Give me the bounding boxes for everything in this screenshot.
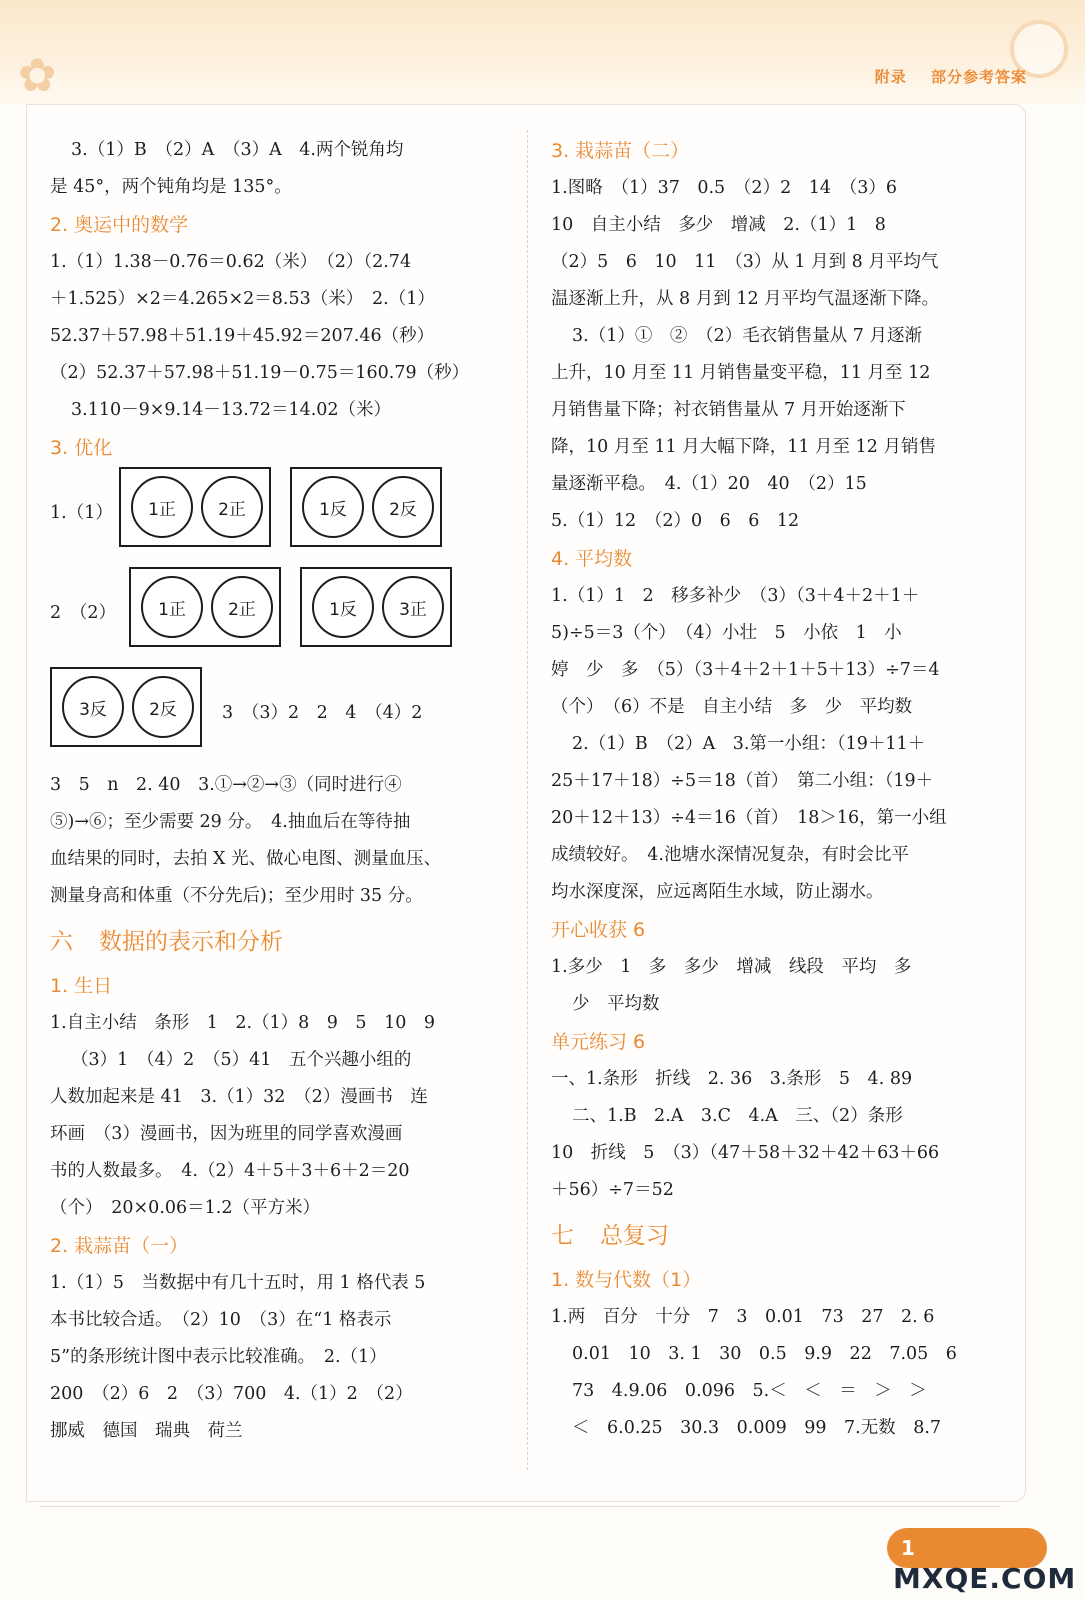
coin-icon: 3正 (382, 576, 444, 638)
text-line: ＋56）÷7＝52 (551, 1180, 674, 1200)
section-heading: 单元练习 6 (551, 1031, 646, 1053)
running-header (857, 66, 1027, 87)
section-heading: 2. 奥运中的数学 (50, 214, 189, 236)
answers-label: 部分参考答案 (930, 68, 1027, 86)
text-line: ＋1.525）×2＝4.265×2＝8.53（米） 2.（1） (50, 289, 435, 309)
chapter-number: 七 (551, 1223, 574, 1249)
text-line: （3）1 （4）2 （5）41 五个兴趣小组的 (71, 1050, 412, 1070)
text-line: 1.（1）1 2 移多补少 （3）（3＋4＋2＋1＋ (551, 586, 920, 606)
text-line: 婷 少 多 （5）（3＋4＋2＋1＋5＋13）÷7＝4 (551, 660, 940, 680)
text-line: 0.01 10 3. 1 30 0.5 9.9 22 7.05 6 (572, 1344, 957, 1364)
text-line: 20＋12＋13）÷4＝16（首） 18＞16，第一小组 (551, 808, 947, 828)
chapter-heading (50, 917, 472, 967)
pan-box (290, 467, 442, 547)
coin-icon: 2反 (132, 676, 194, 738)
flower-decoration-icon: ✿ (18, 48, 57, 102)
watermark: MXQE.COM (893, 1562, 1077, 1595)
text-line: 挪威 德国 瑞典 荷兰 (50, 1421, 243, 1441)
text-line: 1.图略 （1）37 0.5 （2）2 14 （3）6 (551, 178, 897, 198)
chapter-title: 总复习 (600, 1223, 669, 1249)
text-line: 5)÷5＝3（个） （4）小壮 5 小依 1 小 (551, 623, 902, 643)
coin-icon: 2正 (201, 476, 263, 538)
footer-divider (40, 1506, 1000, 1507)
text-line: 本书比较合适。 （2）10 （3）在“1 格表示 (50, 1310, 392, 1330)
text-line: 10 折线 5 （3）（47＋58＋32＋42＋63＋66 (551, 1143, 940, 1163)
text-line: 均水深度深，应远离陌生水域，防止溺水。 (551, 882, 884, 902)
text-line: 5”的条形统计图中表示比较准确。 2.（1） (50, 1347, 387, 1367)
diagram-label: 2 （2） (50, 603, 117, 623)
text-line: 书的人数最多。 4.（2）4＋5＋3＋6＋2＝20 (50, 1161, 410, 1181)
text-line: 3.（1）① ② （2）毛衣销售量从 7 月逐渐 (572, 326, 922, 346)
text-line: 是 45°，两个钝角均是 135°。 (50, 177, 292, 197)
coin-diagram-row-1 (50, 467, 472, 567)
text-line: 温逐渐上升，从 8 月到 12 月平均气温逐渐下降。 (551, 289, 940, 309)
chapter-heading (551, 1211, 985, 1261)
section-heading: 1. 生日 (50, 975, 113, 997)
text-line: 测量身高和体重（不分先后)；至少用时 35 分。 (50, 886, 423, 906)
page-number: 1 (901, 1536, 915, 1560)
text-line: 降，10 月至 11 月大幅下降，11 月至 12 月销售 (551, 437, 936, 457)
text-line: 10 自主小结 多少 增减 2.（1）1 8 (551, 215, 886, 235)
text-line: 成绩较好。 4.池塘水深情况复杂，有时会比平 (551, 845, 909, 865)
coin-icon: 2反 (372, 476, 434, 538)
coin-diagram-row-2 (50, 567, 472, 667)
text-line: 1.（1）5 当数据中有几十五时，用 1 格代表 5 (50, 1273, 426, 1293)
text-line: （2）5 6 10 11 （3）从 1 月到 8 月平均气 (551, 252, 939, 272)
text-line: 2.（1）B （2）A 3.第一小组：（19＋11＋ (572, 734, 926, 754)
text-line: （2）52.37＋57.98＋51.19－0.75＝160.79（秒） (50, 363, 470, 383)
coin-diagram-row-3 (50, 667, 472, 767)
pan-box (50, 667, 202, 747)
coin-icon: 1正 (131, 476, 193, 538)
section-heading: 1. 数与代数（1） (551, 1269, 702, 1291)
chapter-number: 六 (50, 929, 73, 955)
pan-box (129, 567, 281, 647)
diagram-answers: 3 （3）2 2 4 （4）2 (222, 703, 423, 723)
text-line: 环画 （3）漫画书，因为班里的同学喜欢漫画 (50, 1124, 403, 1144)
text-line: （个） 20×0.06＝1.2（平方米） (50, 1198, 320, 1218)
text-line: 量逐渐平稳。 4.（1）20 40 （2）15 (551, 474, 867, 494)
coin-icon: 3反 (62, 676, 124, 738)
section-heading: 3. 优化 (50, 437, 113, 459)
text-line: 3.（1）B （2）A （3）A 4.两个锐角均 (71, 140, 404, 160)
text-line: 1.两 百分 十分 7 3 0.01 73 27 2. 6 (551, 1307, 935, 1327)
coin-icon: 2正 (211, 576, 273, 638)
left-column (50, 132, 472, 1450)
column-divider (527, 130, 528, 1470)
right-column (551, 132, 985, 1447)
coin-icon: 1反 (302, 476, 364, 538)
text-line: 1.（1）1.38－0.76＝0.62（米） （2）（2.74 (50, 252, 412, 272)
section-heading: 4. 平均数 (551, 548, 633, 570)
text-line: 1.多少 1 多 多少 增减 线段 平均 多 (551, 957, 912, 977)
text-line: 5.（1）12 （2）0 6 6 12 (551, 511, 800, 531)
text-line: ⑤)→⑥；至少需要 29 分。 4.抽血后在等待抽 (50, 812, 411, 832)
text-line: 200 （2）6 2 （3）700 4.（1）2 （2） (50, 1384, 413, 1404)
text-line: ＜ 6.0.25 30.3 0.009 99 7.无数 8.7 (572, 1418, 942, 1438)
text-line: 3 5 n 2. 40 3.①→②→③（同时进行④ (50, 775, 402, 795)
text-line: 1.自主小结 条形 1 2.（1）8 9 5 10 9 (50, 1013, 435, 1033)
text-line: 二、1.B 2.A 3.C 4.A 三、（2）条形 (572, 1106, 903, 1126)
text-line: 月销售量下降；衬衣销售量从 7 月开始逐渐下 (551, 400, 906, 420)
section-heading: 开心收获 6 (551, 919, 646, 941)
pan-box (119, 467, 271, 547)
coin-icon: 1正 (141, 576, 203, 638)
text-line: 上升，10 月至 11 月销售量变平稳，11 月至 12 (551, 363, 931, 383)
pan-box (300, 567, 452, 647)
chapter-title: 数据的表示和分析 (99, 929, 283, 955)
text-line: （个） （6）不是 自主小结 多 少 平均数 (551, 697, 913, 717)
coin-icon: 1反 (312, 576, 374, 638)
text-line: 52.37＋57.98＋51.19＋45.92＝207.46（秒） (50, 326, 435, 346)
text-line: 一、1.条形 折线 2. 36 3.条形 5 4. 89 (551, 1069, 913, 1089)
section-heading: 2. 栽蒜苗（一） (50, 1235, 189, 1257)
text-line: 73 4.9.06 0.096 5.＜ ＜ ＝ ＞ ＞ (572, 1381, 927, 1401)
text-line: 人数加起来是 41 3.（1）32 （2）漫画书 连 (50, 1087, 428, 1107)
text-line: 少 平均数 (572, 994, 660, 1014)
text-line: 3.110－9×9.14－13.72＝14.02（米） (71, 400, 392, 420)
section-heading: 3. 栽蒜苗（二） (551, 140, 690, 162)
header-band (0, 0, 1085, 104)
text-line: 25＋17＋18）÷5＝18（首） 第二小组：（19＋ (551, 771, 934, 791)
diagram-label: 1.（1） (50, 503, 113, 523)
text-line: 血结果的同时，去拍 X 光、做心电图、测量血压、 (50, 849, 442, 869)
appendix-label: 附录 (874, 68, 907, 86)
